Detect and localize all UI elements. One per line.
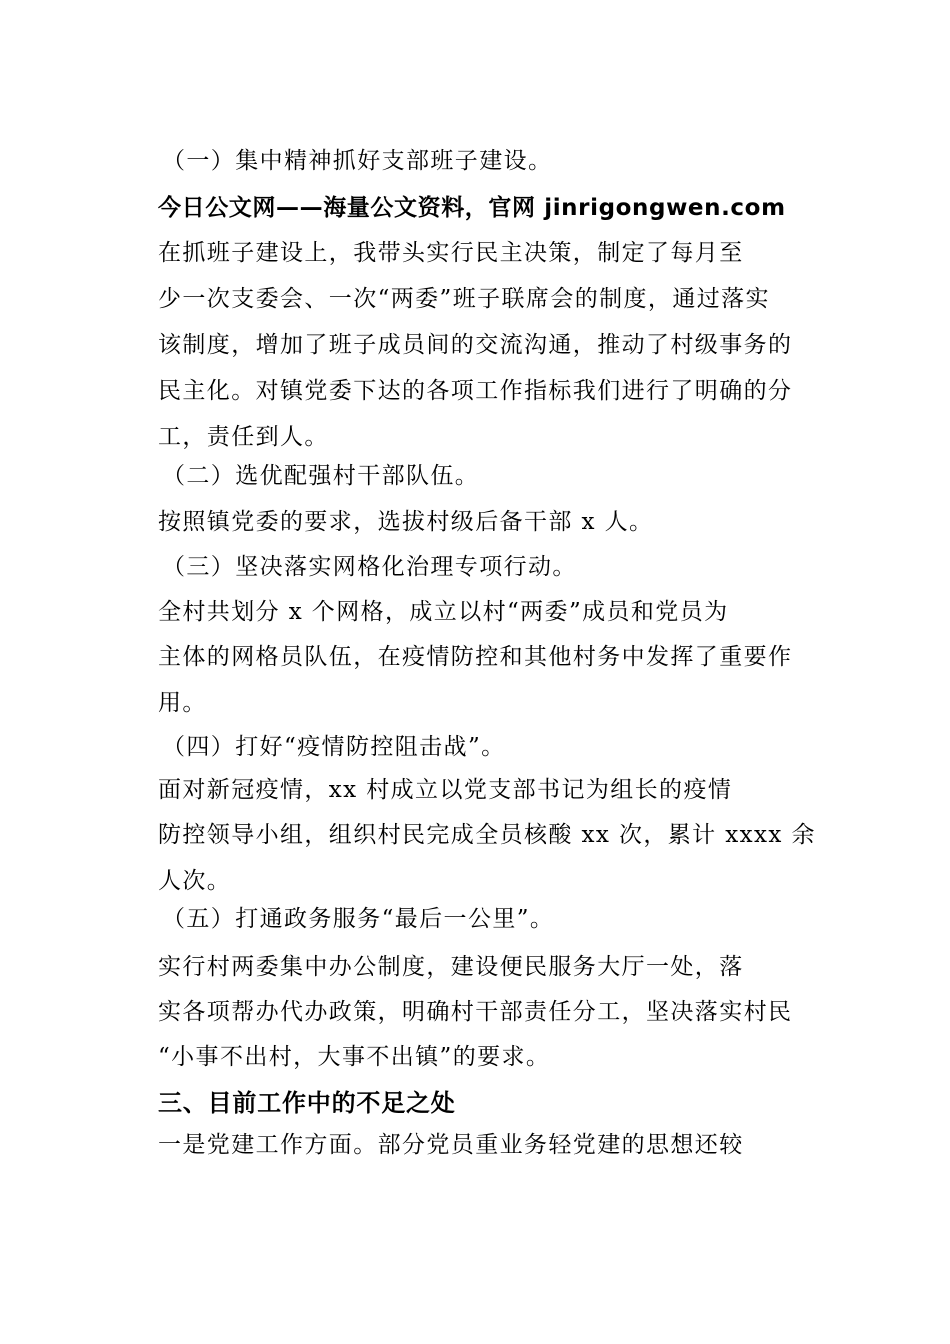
subheading-1: （一）集中精神抓好支部班子建设。 [162, 148, 553, 174]
paragraph-line: 在抓班子建设上，我带头实行民主决策，制定了每月至 [158, 240, 744, 266]
subheading-3: （三）坚决落实网格化治理专项行动。 [162, 554, 577, 580]
paragraph-line: “小事不出村，大事不出镇”的要求。 [158, 1044, 551, 1070]
paragraph-line: 全村共划分 x 个网格，成立以村“两委”成员和党员为 [158, 599, 729, 625]
paragraph-line: 工，责任到人。 [158, 424, 329, 450]
subheading-5: （五）打通政务服务“最后一公里”。 [162, 906, 555, 932]
paragraph-line: 民主化。对镇党委下达的各项工作指标我们进行了明确的分 [158, 378, 793, 404]
paragraph-line: 少一次支委会、一次“两委”班子联席会的制度，通过落实 [158, 286, 770, 312]
paragraph-line: 实行村两委集中办公制度，建设便民服务大厅一处，落 [158, 954, 744, 980]
paragraph-line: 面对新冠疫情，xx 村成立以党支部书记为组长的疫情 [158, 777, 733, 803]
paragraph-line: 实各项帮办代办政策，明确村干部责任分工，坚决落实村民 [158, 999, 793, 1025]
paragraph-line: 按照镇党委的要求，选拔村级后备干部 x 人。 [158, 509, 654, 535]
paragraph-line: 一是党建工作方面。部分党员重业务轻党建的思想还较 [158, 1132, 744, 1158]
subheading-2: （二）选优配强村干部队伍。 [162, 463, 480, 489]
watermark-line: 今日公文网——海量公文资料，官网 jinrigongwen.com [158, 195, 786, 221]
section-heading: 三、目前工作中的不足之处 [158, 1089, 456, 1117]
paragraph-line: 主体的网格员队伍，在疫情防控和其他村务中发挥了重要作 [158, 644, 793, 670]
subheading-4: （四）打好“疫情防控阻击战”。 [162, 734, 506, 760]
paragraph-line: 该制度，增加了班子成员间的交流沟通，推动了村级事务的 [158, 332, 793, 358]
paragraph-line: 人次。 [158, 868, 232, 894]
paragraph-line: 用。 [158, 690, 207, 716]
paragraph-line: 防控领导小组，组织村民完成全员核酸 xx 次，累计 xxxx 余 [158, 822, 816, 848]
